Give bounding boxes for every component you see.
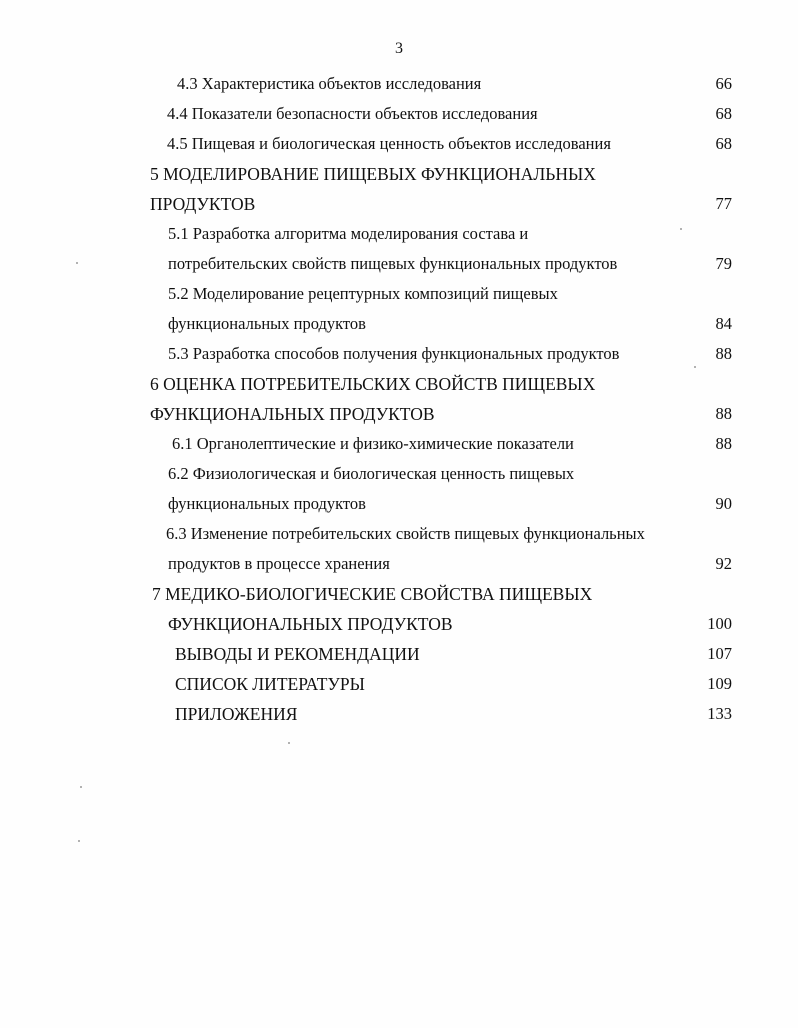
toc-entry-page: 68 bbox=[715, 104, 732, 123]
toc-entry bbox=[167, 132, 611, 156]
scan-speck bbox=[80, 786, 82, 788]
page-number: 3 bbox=[395, 40, 403, 57]
toc-chapter-title: 6 ОЦЕНКА ПОТРЕБИТЕЛЬСКИХ СВОЙСТВ ПИЩЕВЫХ bbox=[150, 374, 596, 394]
toc-entry-title: продуктов в процессе хранения bbox=[168, 554, 390, 573]
toc-chapter-title: ПРОДУКТОВ bbox=[150, 194, 256, 214]
toc-chapter bbox=[175, 642, 420, 666]
toc-entry-page: 109 bbox=[707, 674, 732, 693]
toc-entry-page: 100 bbox=[707, 614, 732, 633]
toc-chapter-title: 7 МЕДИКО-БИОЛОГИЧЕСКИЕ СВОЙСТВА ПИЩЕВЫХ bbox=[152, 584, 593, 604]
toc-chapter-title: СПИСОК ЛИТЕРАТУРЫ bbox=[175, 674, 365, 694]
toc-entry-page: 84 bbox=[715, 314, 732, 333]
toc-entry-title: 5.3 Разработка способов получения функциональных продуктов bbox=[168, 344, 620, 363]
scan-speck bbox=[288, 742, 290, 744]
toc-entry-page: 88 bbox=[715, 404, 732, 423]
toc-entry bbox=[167, 102, 538, 126]
toc-entry bbox=[168, 282, 558, 306]
toc-chapter-title: 5 МОДЕЛИРОВАНИЕ ПИЩЕВЫХ ФУНКЦИОНАЛЬНЫХ bbox=[150, 164, 596, 184]
toc-entry-page: 88 bbox=[715, 434, 732, 453]
toc-entry-title: функциональных продуктов bbox=[168, 494, 366, 513]
toc-chapter bbox=[150, 162, 596, 186]
toc-chapter bbox=[168, 612, 453, 636]
scan-speck bbox=[680, 228, 682, 230]
toc-chapter bbox=[150, 192, 255, 216]
toc-entry-title: 6.2 Физиологическая и биологическая ценность пищевых bbox=[168, 464, 575, 483]
toc-entry-title: 5.1 Разработка алгоритма моделирования состава и bbox=[168, 224, 529, 243]
toc-entry bbox=[168, 552, 390, 576]
toc-entry-title: 6.3 Изменение потребительских свойств пищевых функциональных bbox=[166, 524, 645, 543]
toc-entry-page: 90 bbox=[715, 494, 732, 513]
toc-entry-page: 79 bbox=[715, 254, 732, 273]
scan-speck bbox=[694, 366, 696, 368]
toc-entry-page: 88 bbox=[715, 344, 732, 363]
toc-entry-title: потребительских свойств пищевых функциональных продуктов bbox=[168, 254, 618, 273]
scan-speck bbox=[76, 262, 78, 264]
toc-entry bbox=[168, 462, 574, 486]
toc-entry-page: 107 bbox=[707, 644, 732, 663]
toc-entry bbox=[168, 312, 366, 336]
toc-chapter-title: ВЫВОДЫ И РЕКОМЕНДАЦИИ bbox=[175, 644, 420, 664]
toc-entry-title: 4.3 Характеристика объектов исследования bbox=[177, 74, 482, 93]
toc-entry bbox=[168, 492, 366, 516]
scan-speck bbox=[78, 840, 80, 842]
toc-entry bbox=[166, 522, 645, 546]
toc-entry-title: 4.4 Показатели безопасности объектов исследования bbox=[167, 104, 538, 123]
toc-entry bbox=[177, 72, 481, 96]
toc-entry bbox=[168, 342, 619, 366]
toc-chapter-title: ФУНКЦИОНАЛЬНЫХ ПРОДУКТОВ bbox=[150, 404, 435, 424]
toc-entry-page: 66 bbox=[715, 74, 732, 93]
toc-entry-page: 133 bbox=[707, 704, 732, 723]
toc-entry-page: 77 bbox=[715, 194, 732, 213]
toc-chapter bbox=[175, 702, 297, 726]
toc-chapter bbox=[150, 402, 435, 426]
toc-entry bbox=[168, 252, 617, 276]
toc-chapter bbox=[175, 672, 365, 696]
toc-entry-page: 92 bbox=[715, 554, 732, 573]
toc-chapter-title: ФУНКЦИОНАЛЬНЫХ ПРОДУКТОВ bbox=[168, 614, 453, 634]
toc-entry-title: 4.5 Пищевая и биологическая ценность объектов исследования bbox=[167, 134, 611, 153]
toc-entry bbox=[168, 222, 528, 246]
toc-entry-title: 5.2 Моделирование рецептурных композиций пищевых bbox=[168, 284, 558, 303]
toc-chapter-title: ПРИЛОЖЕНИЯ bbox=[175, 704, 298, 724]
toc-entry-page: 68 bbox=[715, 134, 732, 153]
toc-chapter bbox=[150, 372, 595, 396]
toc-entry-title: функциональных продуктов bbox=[168, 314, 366, 333]
toc-chapter bbox=[152, 582, 592, 606]
toc-entry bbox=[172, 432, 574, 456]
toc-entry-title: 6.1 Органолептические и физико-химические показатели bbox=[172, 434, 574, 453]
